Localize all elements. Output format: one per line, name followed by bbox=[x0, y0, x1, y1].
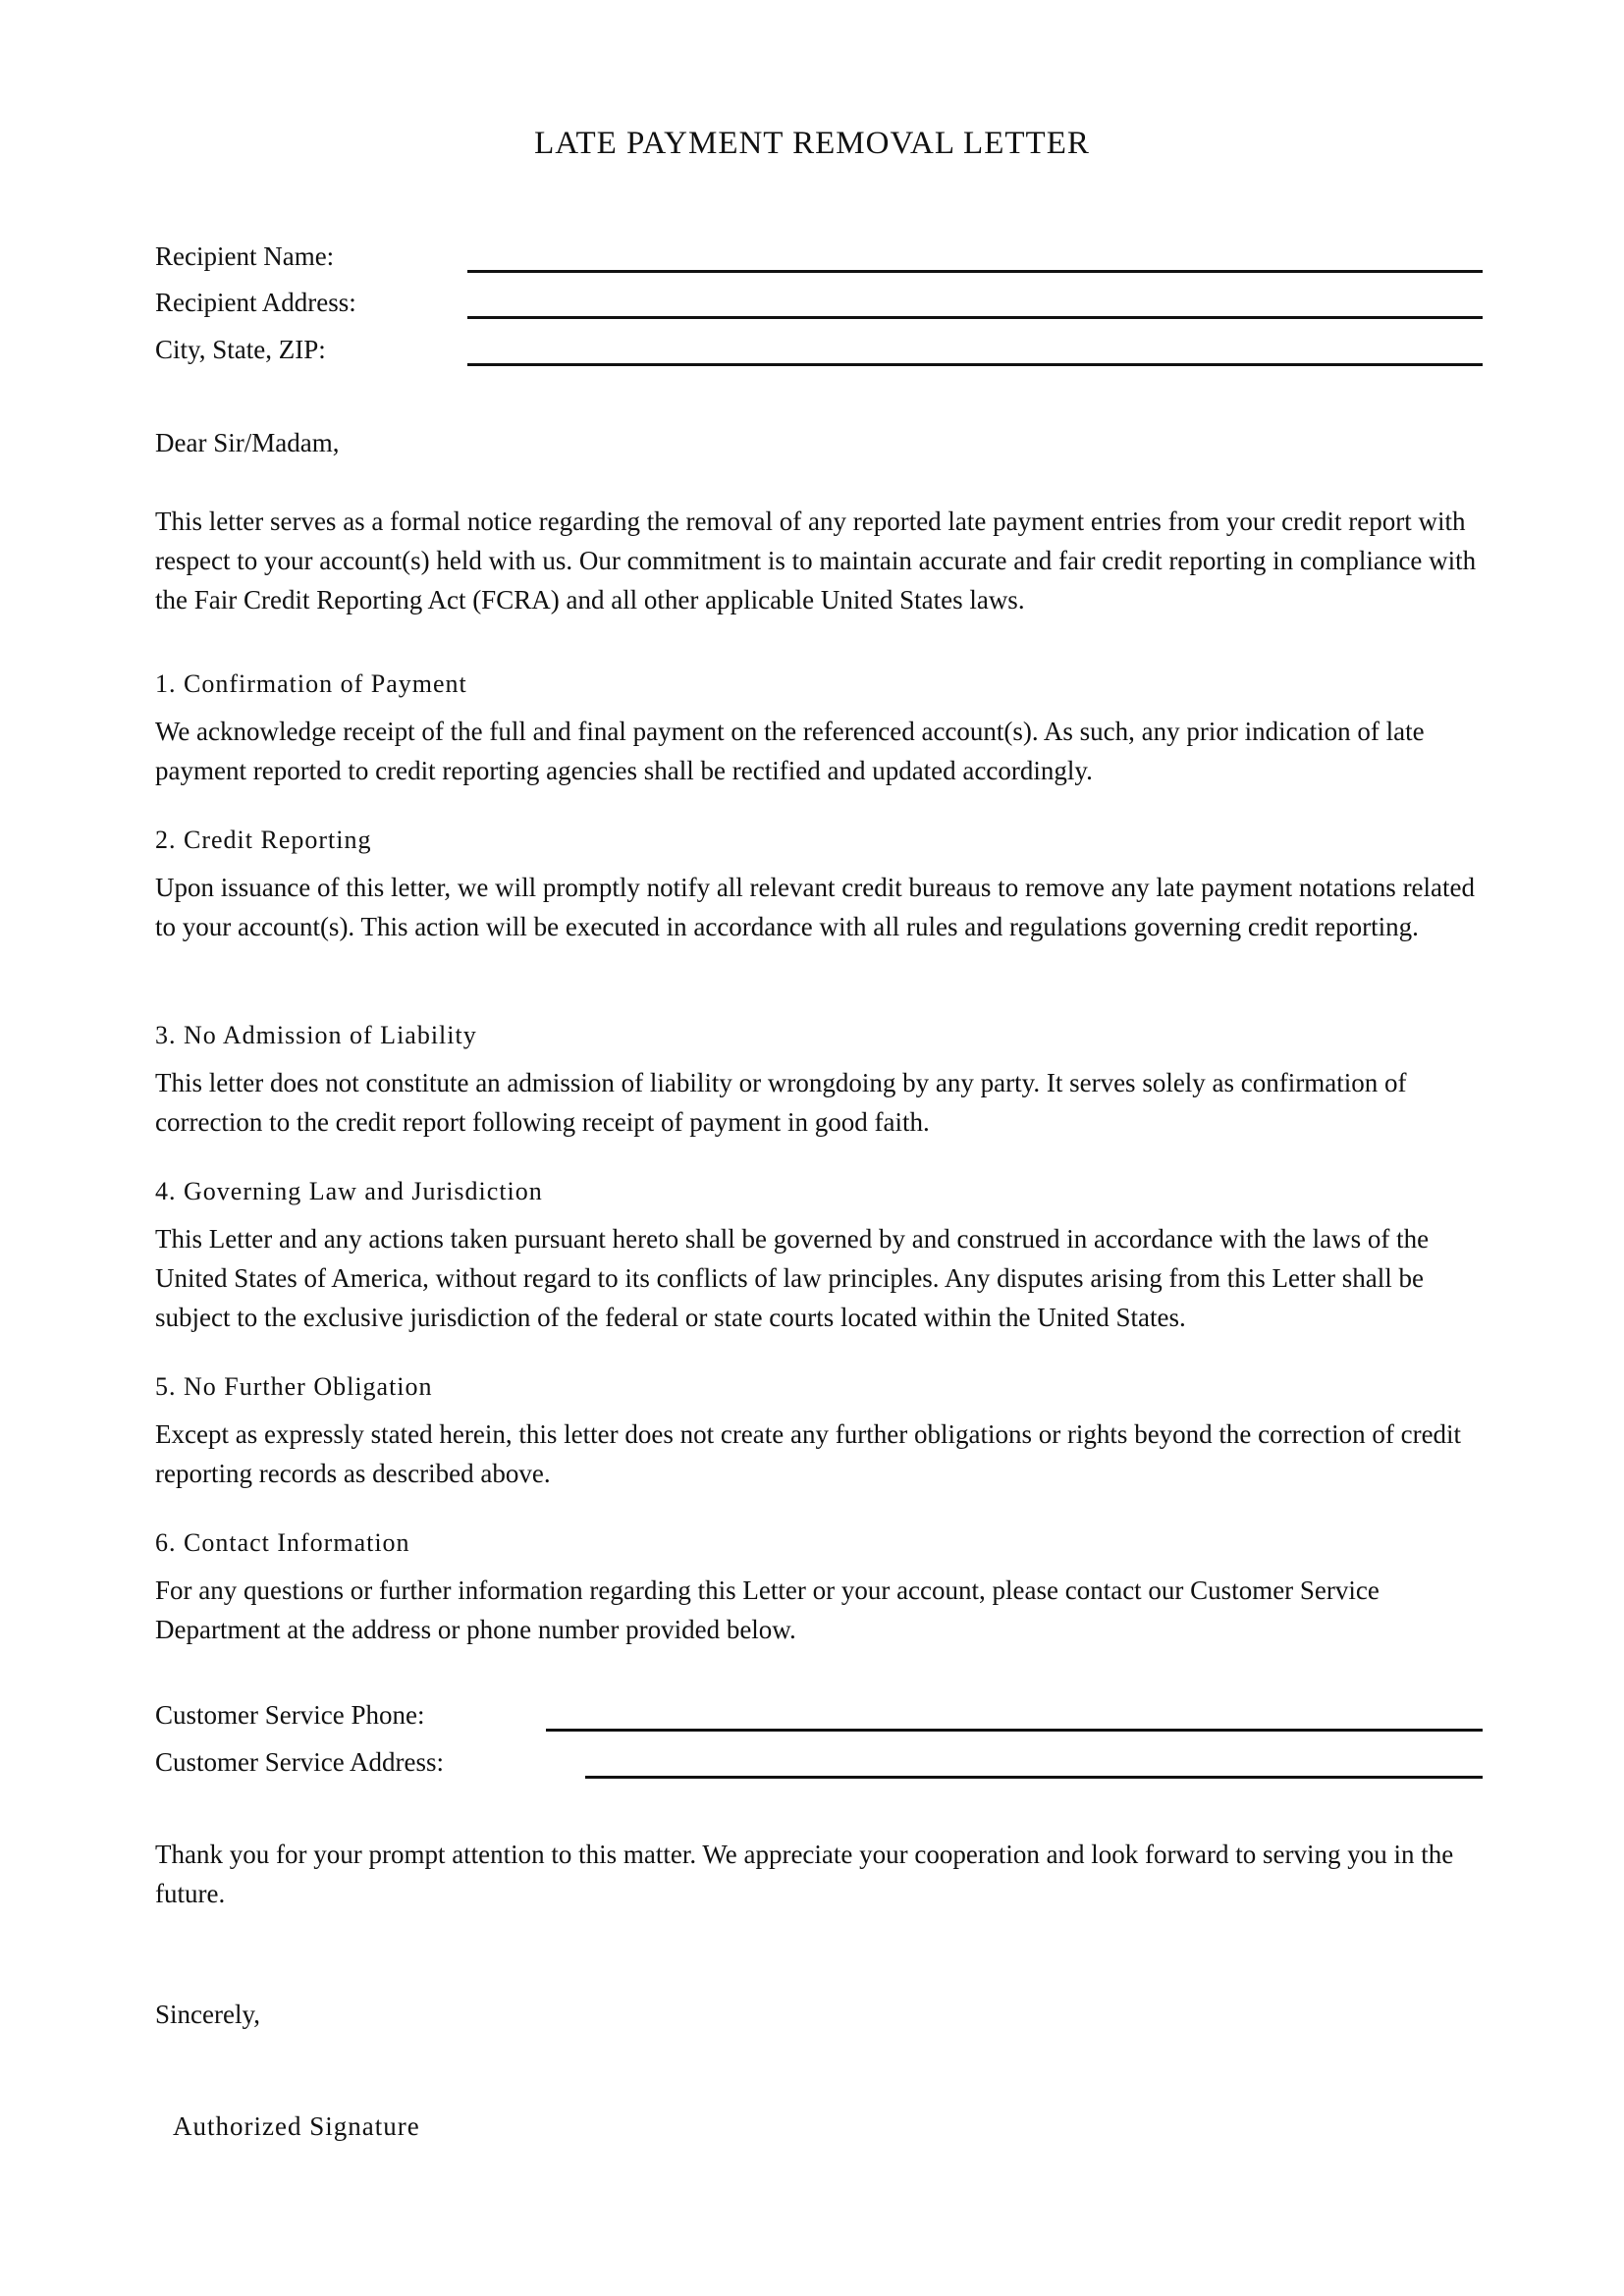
city-state-zip-row bbox=[155, 328, 1490, 371]
customer-service-address-row bbox=[155, 1740, 1490, 1784]
recipient-name-row bbox=[155, 235, 1490, 278]
section-heading-governing-law: 4. Governing Law and Jurisdiction bbox=[155, 1177, 543, 1205]
customer-service-phone-input-line[interactable] bbox=[546, 1729, 1483, 1732]
section-body-contact-information: For any questions or further information regarding this Letter or your account, please contact our Customer Service Department at the address or phone number provided below. bbox=[155, 1575, 1380, 1644]
section-body-confirmation-of-payment: We acknowledge receipt of the full and final payment on the referenced account(s). As such, any prior indication of late payment reported to credit reporting agencies shall be rectified and updated accordingly. bbox=[155, 717, 1425, 785]
section-heading-no-admission-of-liability: 3. No Admission of Liability bbox=[155, 1021, 477, 1049]
section-heading-confirmation-of-payment: 1. Confirmation of Payment bbox=[155, 669, 467, 698]
section-body-credit-reporting: Upon issuance of this letter, we will promptly notify all relevant credit bureaus to remove any late payment notations related to your account(s). This action will be executed in accordance with all rules and regulations governing credit reporting. bbox=[155, 873, 1476, 941]
customer-service-phone-label: Customer Service Phone: bbox=[155, 1700, 425, 1730]
recipient-name-label: Recipient Name: bbox=[155, 241, 335, 271]
recipient-address-label: Recipient Address: bbox=[155, 288, 356, 317]
section-body-governing-law: This Letter and any actions taken pursuant hereto shall be governed by and construed in accordance with the laws of the United States of America, without regard to its conflicts of law principles. Any disputes arising from this Letter shall be subject to the exclusive jurisdiction of the federal or state courts located within the United States. bbox=[155, 1224, 1430, 1332]
customer-service-address-label: Customer Service Address: bbox=[155, 1747, 444, 1777]
recipient-name-input-line[interactable] bbox=[467, 270, 1483, 273]
city-state-zip-label: City, State, ZIP: bbox=[155, 335, 326, 364]
customer-service-address-input-line[interactable] bbox=[585, 1776, 1483, 1779]
section-body-no-further-obligation: Except as expressly stated herein, this letter does not create any further obligations or rights beyond the correction of credit reporting records as described above. bbox=[155, 1419, 1462, 1488]
closing-paragraph: Thank you for your prompt attention to this matter. We appreciate your cooperation and look forward to serving you in the future. bbox=[155, 1840, 1454, 1908]
city-state-zip-input-line[interactable] bbox=[467, 363, 1483, 366]
sign-off: Sincerely, bbox=[155, 2000, 260, 2029]
recipient-address-input-line[interactable] bbox=[467, 316, 1483, 319]
salutation: Dear Sir/Madam, bbox=[155, 428, 340, 457]
recipient-address-row bbox=[155, 281, 1490, 324]
customer-service-phone-row bbox=[155, 1693, 1490, 1736]
section-heading-no-further-obligation: 5. No Further Obligation bbox=[155, 1372, 433, 1401]
authorized-signature-label: Authorized Signature bbox=[173, 2111, 420, 2141]
intro-paragraph: This letter serves as a formal notice regarding the removal of any reported late payment entries from your credit report with respect to your account(s) held with us. Our commitment is to maintain accurate and fair credit reporting in compliance with the Fair Credit Reporting Act (FCRA) and all other applicable United States laws. bbox=[155, 507, 1477, 614]
section-body-no-admission-of-liability: This letter does not constitute an admission of liability or wrongdoing by any party. It serves solely as confirmation of correction to the credit report following receipt of payment in good faith. bbox=[155, 1068, 1407, 1137]
section-heading-contact-information: 6. Contact Information bbox=[155, 1528, 410, 1557]
section-heading-credit-reporting: 2. Credit Reporting bbox=[155, 826, 372, 854]
document-title: LATE PAYMENT REMOVAL LETTER bbox=[534, 126, 1090, 161]
